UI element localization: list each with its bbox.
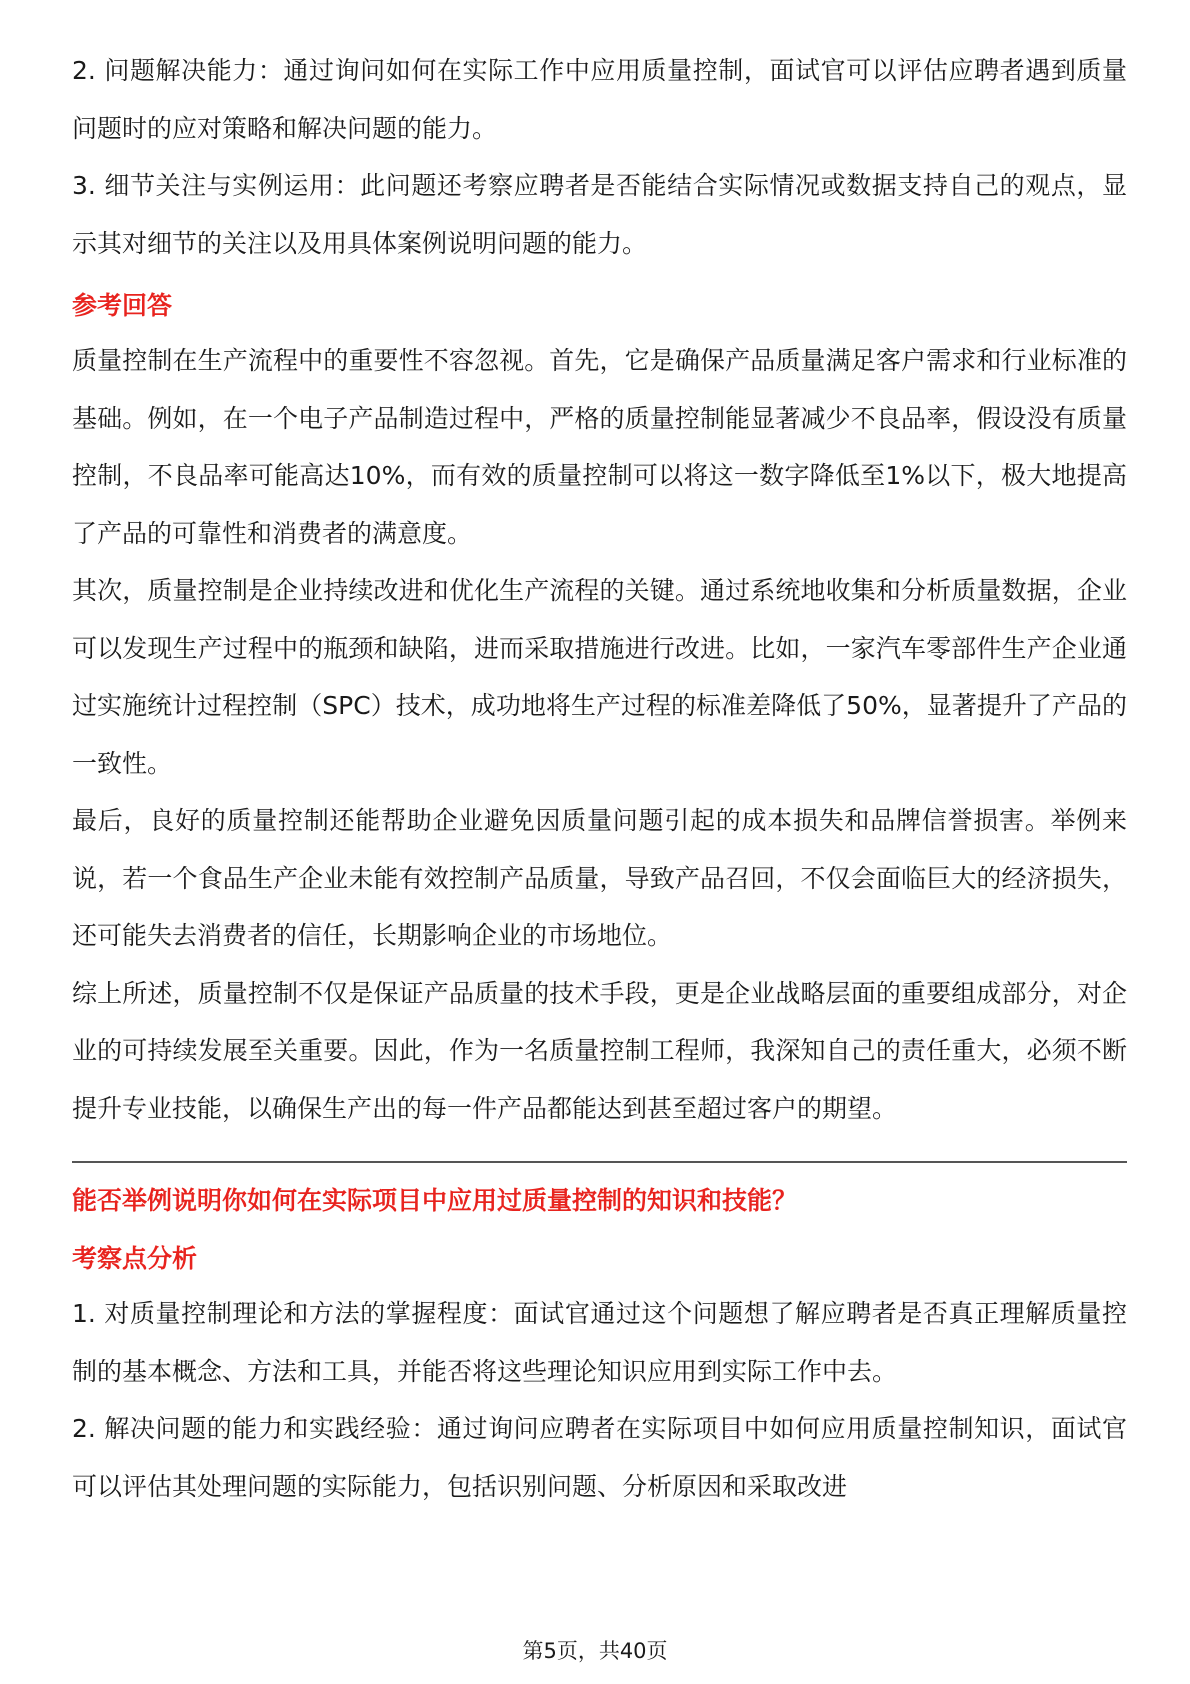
analysis-heading: 考察点分析 (72, 1244, 198, 1273)
section-divider (72, 1161, 1127, 1163)
page-number-footer: 第5页，共40页 (522, 1639, 668, 1663)
question-heading: 能否举例说明你如何在实际项目中应用过质量控制的知识和技能？ (72, 1186, 798, 1215)
analysis-point-1: 1. 对质量控制理论和方法的掌握程度：面试官通过这个问题想了解应聘者是否真正理解质量控制的基本概念、方法和工具，并能否将这些理论知识应用到实际工作中去。 (72, 1299, 1127, 1386)
reference-paragraph: 其次，质量控制是企业持续改进和优化生产流程的关键。通过系统地收集和分析质量数据，企业可以发现生产过程中的瓶颈和缺陷，进而采取措施进行改进。比如，一家汽车零部件生产企业通过实施统计过程控制（SPC）技术，成功地将生产过程的标准差降低了50%，显著提升了产品的一致性。 (72, 576, 1127, 778)
document-page (72, 42, 1127, 1515)
analysis-point-2-next: 2. 解决问题的能力和实践经验：通过询问应聘者在实际项目中如何应用质量控制知识，面试官可以评估其处理问题的实际能力，包括识别问题、分析原因和采取改进 (72, 1414, 1127, 1501)
analysis-point-2: 2. 问题解决能力：通过询问如何在实际工作中应用质量控制，面试官可以评估应聘者遇到质量问题时的应对策略和解决问题的能力。 (72, 56, 1127, 143)
reference-answer-heading: 参考回答 (72, 291, 173, 320)
reference-paragraph: 最后，良好的质量控制还能帮助企业避免因质量问题引起的成本损失和品牌信誉损害。举例来说，若一个食品生产企业未能有效控制产品质量，导致产品召回，不仅会面临巨大的经济损失，还可能失去消费者的信任，长期影响企业的市场地位。 (72, 806, 1127, 950)
analysis-point-3: 3. 细节关注与实例运用：此问题还考察应聘者是否能结合实际情况或数据支持自己的观点，显示其对细节的关注以及用具体案例说明问题的能力。 (72, 171, 1127, 258)
reference-paragraph: 综上所述，质量控制不仅是保证产品质量的技术手段，更是企业战略层面的重要组成部分，对企业的可持续发展至关重要。因此，作为一名质量控制工程师，我深知自己的责任重大，必须不断提升专业技能，以确保生产出的每一件产品都能达到甚至超过客户的期望。 (72, 978, 1127, 1123)
reference-paragraph: 质量控制在生产流程中的重要性不容忽视。首先，它是确保产品质量满足客户需求和行业标准的基础。例如，在一个电子产品制造过程中，严格的质量控制能显著减少不良品率，假设没有质量控制，不良品率可能高达10%，而有效的质量控制可以将这一数字降低至1%以下，极大地提高了产品的可靠性和消费者的满意度。 (72, 346, 1127, 548)
